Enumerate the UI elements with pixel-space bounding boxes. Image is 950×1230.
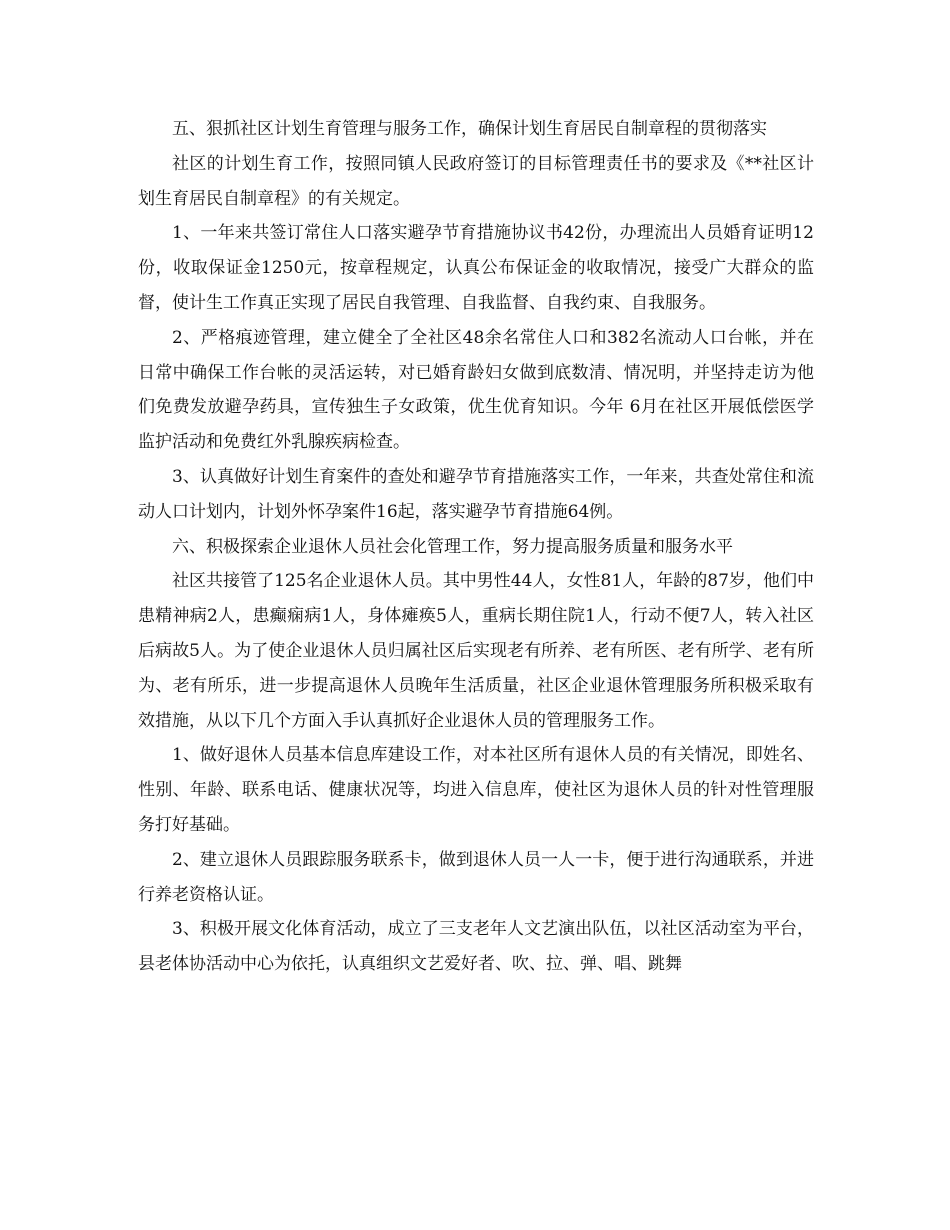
- list-item-3: 3、积极开展文化体育活动，成立了三支老年人文艺演出队伍，以社区活动室为平台，县老体协活动中心为依托，认真组织文艺爱好者、吹、拉、弹、唱、跳舞: [138, 919, 814, 975]
- list-item-1: 1、做好退休人员基本信息库建设工作，对本社区所有退休人员的有关情况，即姓名、性别、年龄、联系电话、健康状况等，均进入信息库，使社区为退休人员的针对性管理服务打好基础。: [138, 745, 814, 835]
- document-body: [138, 112, 814, 982]
- list-item-3: 3、认真做好计划生育案件的查处和避孕节育措施落实工作，一年来，共查处常住和流动人口计划内，计划外怀孕案件16起，落实避孕节育措施64例。: [138, 466, 814, 522]
- section-heading-5: 五、狠抓社区计划生育管理与服务工作，确保计划生育居民自制章程的贯彻落实: [172, 119, 767, 139]
- paragraph: 社区共接管了125名企业退休人员。其中男性44人，女性81人，年龄的87岁，他们中患精神病2人，患癫痫病1人，身体瘫痪5人，重病长期住院1人，行动不便7人，转入社区后病故5人。为了使企业退休人员归属社区后实现老有所养、老有所医、老有所学、老有所为、老有所乐，进一步提高退休人员晚年生活质量，社区企业退休管理服务所积极采取有效措施，从以下几个方面入手认真抓好企业退休人员的管理服务工作。: [138, 571, 814, 731]
- section-heading-6: 六、积极探索企业退休人员社会化管理工作，努力提高服务质量和服务水平: [172, 536, 733, 557]
- list-item-1: 1、一年来共签订常住人口落实避孕节育措施协议书42份，办理流出人员婚育证明12份，收取保证金1250元，按章程规定，认真公布保证金的收取情况，接受广大群众的监督，使计生工作真正实现了居民自我管理、自我监督、自我约束、自我服务。: [138, 223, 814, 313]
- paragraph: 社区的计划生育工作，按照同镇人民政府签订的目标管理责任书的要求及《**社区计划生育居民自制章程》的有关规定。: [138, 153, 814, 209]
- list-item-2: 2、严格痕迹管理，建立健全了全社区48余名常住人口和382名流动人口台帐，并在日常中确保工作台帐的灵活运转，对已婚育龄妇女做到底数清、情况明，并坚持走访为他们免费发放避孕药具，宣传独生子女政策，优生优育知识。今年 6月在社区开展低偿医学监护活动和免费红外乳腺疾病检查。: [138, 327, 814, 453]
- list-item-2: 2、建立退休人员跟踪服务联系卡，做到退休人员一人一卡，便于进行沟通联系，并进行养老资格认证。: [138, 849, 814, 905]
